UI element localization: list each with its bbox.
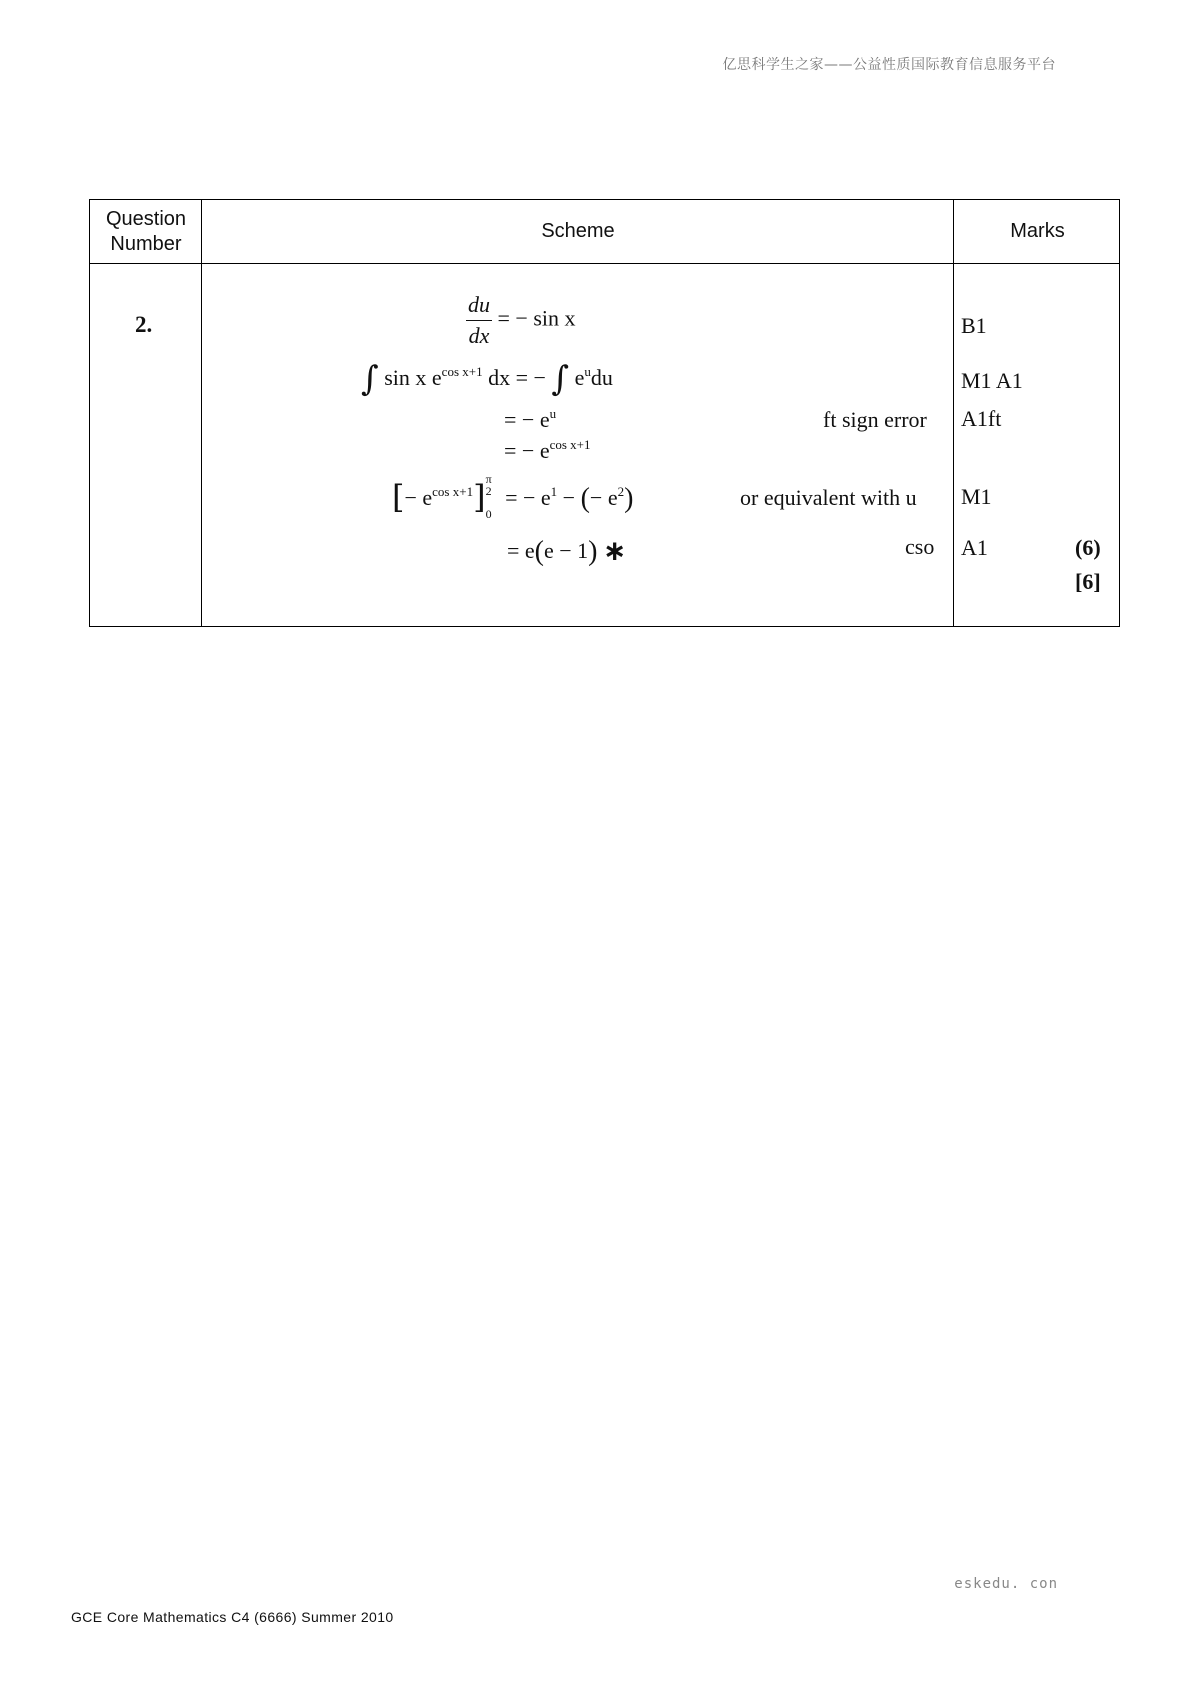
scheme-line-integrated-u (504, 407, 556, 433)
header-divider (90, 263, 1119, 264)
integrated-x-expr: = − e (504, 438, 550, 463)
mark-limits: M1 (961, 484, 992, 509)
fraction-denominator: dx (468, 323, 490, 348)
substitution-rhs: e (574, 365, 585, 390)
mark-integrated-u: A1ft (961, 406, 1002, 431)
integration-limits (485, 471, 500, 521)
footer-watermark: eskedu. con (954, 1576, 1058, 1592)
substitution-lhs-exponent: cos x+1 (441, 364, 483, 379)
header-question-line1: Question (105, 207, 187, 230)
limits-rhs-a-exponent: 1 (550, 484, 558, 499)
scheme-line-substitution (361, 359, 613, 399)
mark-scheme-table (89, 199, 1120, 627)
header-scheme: Scheme (541, 220, 615, 242)
derivative-rhs: = − sin x (497, 305, 576, 331)
close-paren: ) (624, 483, 634, 514)
limits-rhs-c-exponent: 2 (617, 484, 625, 499)
left-bracket: [ (392, 478, 405, 516)
limits-rhs-c: − e (589, 485, 618, 510)
scheme-line-limits (392, 471, 634, 521)
right-bracket: ] (473, 478, 486, 516)
upper-limit-denominator: 2 (485, 483, 492, 498)
header-marks: Marks (1010, 220, 1065, 242)
integral-sign: ∫ (361, 359, 379, 399)
mark-substitution: M1 A1 (961, 368, 1023, 393)
close-paren: ) (588, 536, 598, 567)
note-ft-sign-error: ft sign error (823, 407, 927, 432)
header-watermark: 亿思科学生之家——公益性质国际教育信息服务平台 (722, 57, 1056, 73)
open-paren: ( (534, 536, 544, 567)
substitution-rhs-exponent: u (584, 364, 591, 379)
note-or-equivalent (740, 485, 917, 511)
upper-limit-numerator: π (485, 471, 492, 486)
total-marks: [6] (1075, 569, 1101, 594)
integral-sign: ∫ (551, 359, 570, 399)
integrated-u-expr: = − e (504, 407, 550, 432)
limits-inner: − e (404, 485, 433, 510)
scheme-line-integrated-x (504, 438, 591, 464)
limits-rhs-a: = − e (505, 485, 551, 510)
question-number: 2. (135, 312, 153, 337)
mark-derivative: B1 (961, 313, 987, 338)
lower-limit: 0 (485, 506, 492, 521)
substitution-lhs-tail: dx = − (488, 365, 546, 390)
open-paren: ( (580, 483, 590, 514)
scheme-line-derivative (466, 292, 576, 349)
substitution-rhs-tail: du (590, 365, 613, 390)
limits-inner-exponent: cos x+1 (432, 484, 474, 499)
limits-rhs-b: − (557, 485, 581, 510)
note-cso: cso (905, 534, 935, 559)
asterisk-icon: ∗ (603, 534, 627, 567)
fraction-numerator: du (468, 292, 490, 317)
integrated-x-exponent: cos x+1 (549, 437, 591, 452)
result-expr-b: e − 1 (544, 538, 589, 563)
subtotal-marks: (6) (1075, 535, 1101, 560)
derivative-fraction (466, 292, 492, 349)
note-or-equivalent-text: or equivalent with u (740, 485, 917, 510)
mark-result: A1 (961, 535, 988, 560)
header-question-line2: Number (110, 232, 182, 255)
integrated-u-exponent: u (549, 406, 557, 421)
scheme-line-result (507, 532, 626, 565)
header-question-number (90, 200, 202, 263)
page-footer: GCE Core Mathematics C4 (6666) Summer 2010 (71, 1609, 394, 1625)
substitution-lhs: sin x e (384, 365, 442, 390)
result-expr-a: = e (507, 538, 535, 563)
